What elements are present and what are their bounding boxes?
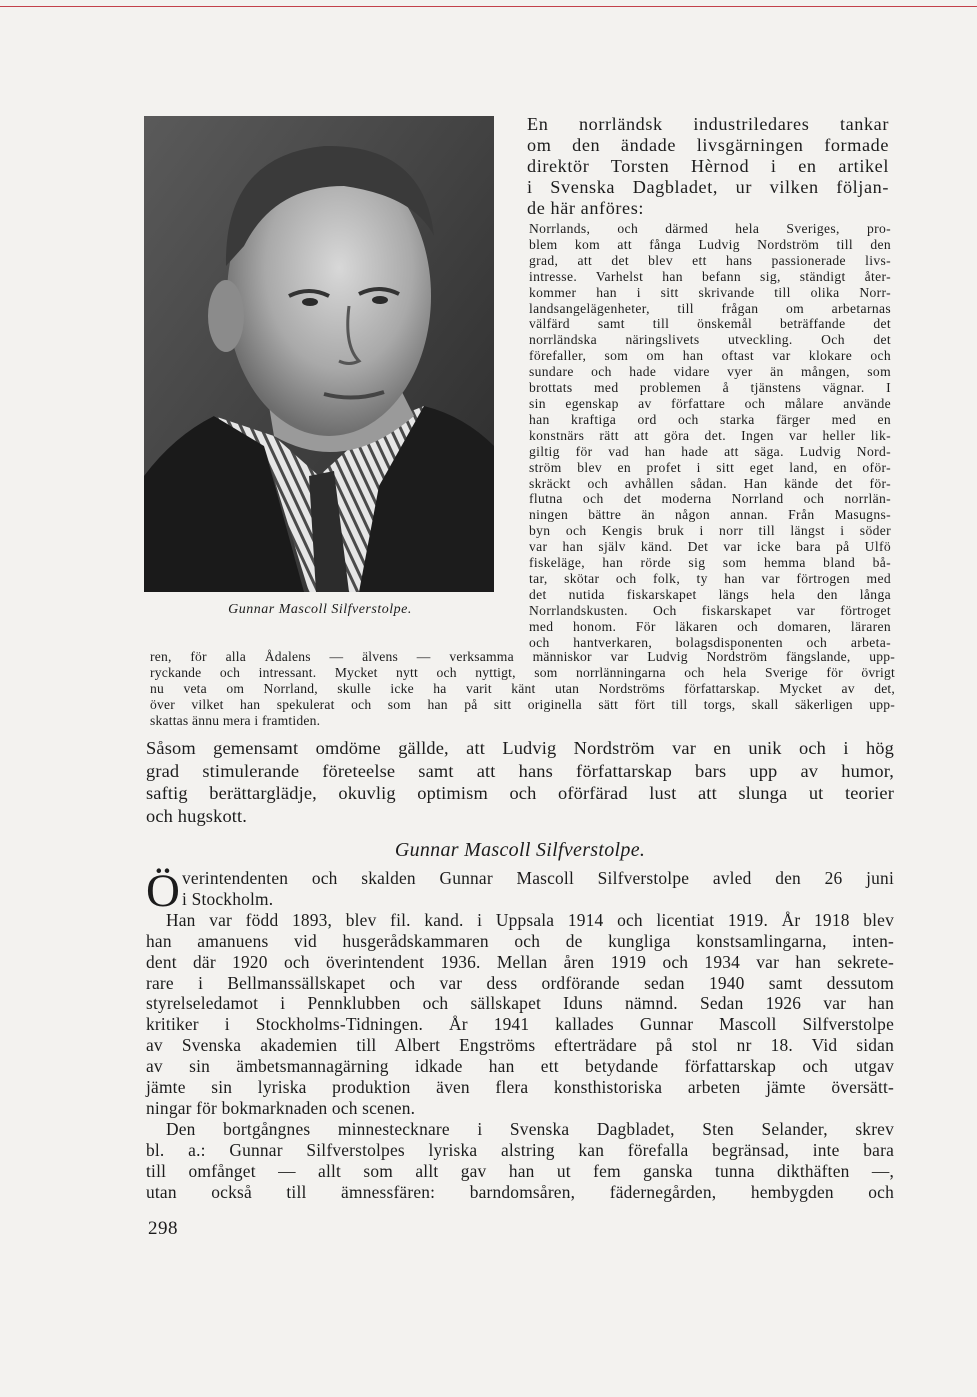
body-line: jämte sin lyriska produktion även flera konsthistoriska arbeten jämte översätt- xyxy=(146,1077,894,1098)
quote-line: intresse. Varhelst han befann sig, ständigt åter- xyxy=(529,268,891,284)
body-line: kritiker i Stockholms-Tidningen. År 1941 kallades Gunnar Mascoll Silfverstolpe xyxy=(146,1014,894,1035)
quote-line: med honom. För läkaren och domaren, läraren xyxy=(529,618,891,634)
intro-paragraph xyxy=(527,114,889,219)
body-line: utan också till ämnessfären: barndomsåren, fädernegården, hembygden och xyxy=(146,1181,894,1202)
body-line: grad stimulerande företeelse samt att hans författarskap bars upp av humor, xyxy=(146,760,894,781)
summary-paragraph xyxy=(146,737,894,827)
quote-line: flutna och det moderna Norrland och norrlän- xyxy=(529,491,891,507)
section-heading: Gunnar Mascoll Silfverstolpe. xyxy=(394,839,646,861)
intro-line: direktör Torsten Hèrnod i en artikel xyxy=(527,156,889,176)
quote-line: fiskeläge, han rörde sig som hemma bland bå- xyxy=(529,555,891,571)
quote-line: var han själv känd. Det var icke bara på Ulfö xyxy=(529,539,891,555)
quote-line: ryckande och intressant. Mycket nytt och nyttigt, som norrlänningarna och hela Sverige för övrigt xyxy=(150,664,895,680)
quote-line: norrländska näringslivets utveckling. Och det xyxy=(529,332,891,348)
body-line: dent där 1920 och överintendent 1936. Mellan åren 1919 och 1934 var han sekrete- xyxy=(146,951,894,972)
biography-text xyxy=(146,865,894,1203)
quote-line: skattas ännu mera i framtiden. xyxy=(150,712,321,728)
intro-line: de här anföres: xyxy=(527,198,645,218)
body-line: av Svenska akademien till Albert Engströms efterträdare på stol nr 18. Vid sidan xyxy=(146,1035,894,1056)
quote-line: välfärd samt till önskemål beträffande det xyxy=(529,316,891,332)
quote-line: över vilket han spekulerat och som han på sitt originella sätt fört till torgs, skall säkerligen upp- xyxy=(150,696,895,712)
intro-line: i Svenska Dagbladet, ur vilken följan- xyxy=(527,177,889,197)
quote-line: Norrlandskusten. Och fiskarskapet var förtroget xyxy=(529,602,891,618)
quote-line: brottats med problemen å tjänstens vägnar. I xyxy=(529,380,891,396)
quote-line: grad, att det blev ett hans passionerade livs- xyxy=(529,252,891,268)
body-line: han amanuens vid husgerådskammaren och de kungliga konstsamlingarna, inten- xyxy=(146,930,894,951)
quote-line: blem kom att fånga Ludvig Nordström till den xyxy=(529,236,891,252)
page-number: 298 xyxy=(148,1218,178,1239)
body-line: Den bortgångnes minnestecknare i Svenska Dagbladet, Sten Selander, skrev xyxy=(166,1118,894,1139)
body-line: och hugskott. xyxy=(146,805,248,826)
body-line: i Stockholm. xyxy=(182,888,274,909)
quote-line: det nutida fiskarskapet längs hela den långa xyxy=(529,586,891,602)
intro-line: En norrländsk industriledares tankar xyxy=(527,114,889,134)
body-line: bl. a.: Gunnar Silfverstolpes lyriska alstring kan förefalla begränsad, inte bara xyxy=(146,1139,894,1160)
body-line: ningar för bokmarknaden och scenen. xyxy=(146,1097,416,1118)
quote-line: ren, för alla Ådalens — älvens — verksamma människor var Ludvig Nordström fängslande, upp- xyxy=(150,649,895,664)
quote-line: skräckt och avhållen sådan. Han kände det för- xyxy=(529,475,891,491)
quote-continuation xyxy=(150,649,895,729)
quote-line: tar, skötar och folk, ty han var förtrogen med xyxy=(529,570,891,586)
quote-line: han kraftiga ord och starka färger med en xyxy=(529,411,891,427)
photo-caption: Gunnar Mascoll Silfverstolpe. xyxy=(228,602,412,617)
body-line: verintendenten och skalden Gunnar Mascoll Silfverstolpe avled den 26 juni xyxy=(182,868,894,888)
body-line: rare i Bellmanssällskapet och var dess ordförande sedan 1940 samt dessutom xyxy=(146,972,894,993)
body-line: styrelseledamot i Pennklubben och sällskapet Iduns nämnd. Sedan 1926 var han xyxy=(146,993,894,1014)
quote-line: ström blev en profet i sitt eget land, en oför- xyxy=(529,459,891,475)
top-border-line xyxy=(0,6,977,7)
body-line: saftig berättarglädje, okuvlig optimism och oförfärad lust att slunga ut teorier xyxy=(146,783,894,803)
quote-line: kommer han i sitt skrivande till olika Norr- xyxy=(529,284,891,300)
drop-cap: Ö xyxy=(146,865,180,917)
portrait-photo xyxy=(144,116,494,592)
body-line: Han var född 1893, blev fil. kand. i Uppsala 1914 och licentiat 1919. År 1918 blev xyxy=(166,909,894,930)
intro-line: om den ändade livsgärningen formade xyxy=(527,135,889,155)
quote-line: giltig för vad han hade att säga. Ludvig Nord- xyxy=(529,443,891,459)
quote-line: och hantverkaren, bolagsdisponenten och arbeta- xyxy=(529,634,891,650)
quote-line: landsangelägenheter, till frågan om arbetarnas xyxy=(529,300,891,316)
quote-line: förefaller, som om han oftast var klokare och xyxy=(529,348,891,364)
quote-line: nu veta om Norrland, skulle icke ha varit känt utan Nordströms författarskap. Mycket av det, xyxy=(150,680,895,696)
quote-column xyxy=(529,221,891,650)
quote-line: sundare och hade vidare vyer än mången, som xyxy=(529,364,891,380)
body-line: till omfånget — allt som allt gav han ut fem ganska tunna dikthäften —, xyxy=(146,1160,894,1181)
body-line: av sin ämbetsmannagärning idkade han ett betydande författarskap och utgav xyxy=(146,1056,894,1077)
quote-line: ningen bättre än någon annan. Från Masugns- xyxy=(529,507,891,523)
quote-line: konstnärs rätt att göra det. Ingen var heller lik- xyxy=(529,427,891,443)
quote-line: Norrlands, och därmed hela Sveriges, pro- xyxy=(529,221,891,236)
body-line: Såsom gemensamt omdöme gällde, att Ludvig Nordström var en unik och i hög xyxy=(146,738,894,758)
quote-line: sin egenskap av författare och målare använde xyxy=(529,395,891,411)
quote-line: byn och Kengis bruk i norr till längst i söder xyxy=(529,523,891,539)
